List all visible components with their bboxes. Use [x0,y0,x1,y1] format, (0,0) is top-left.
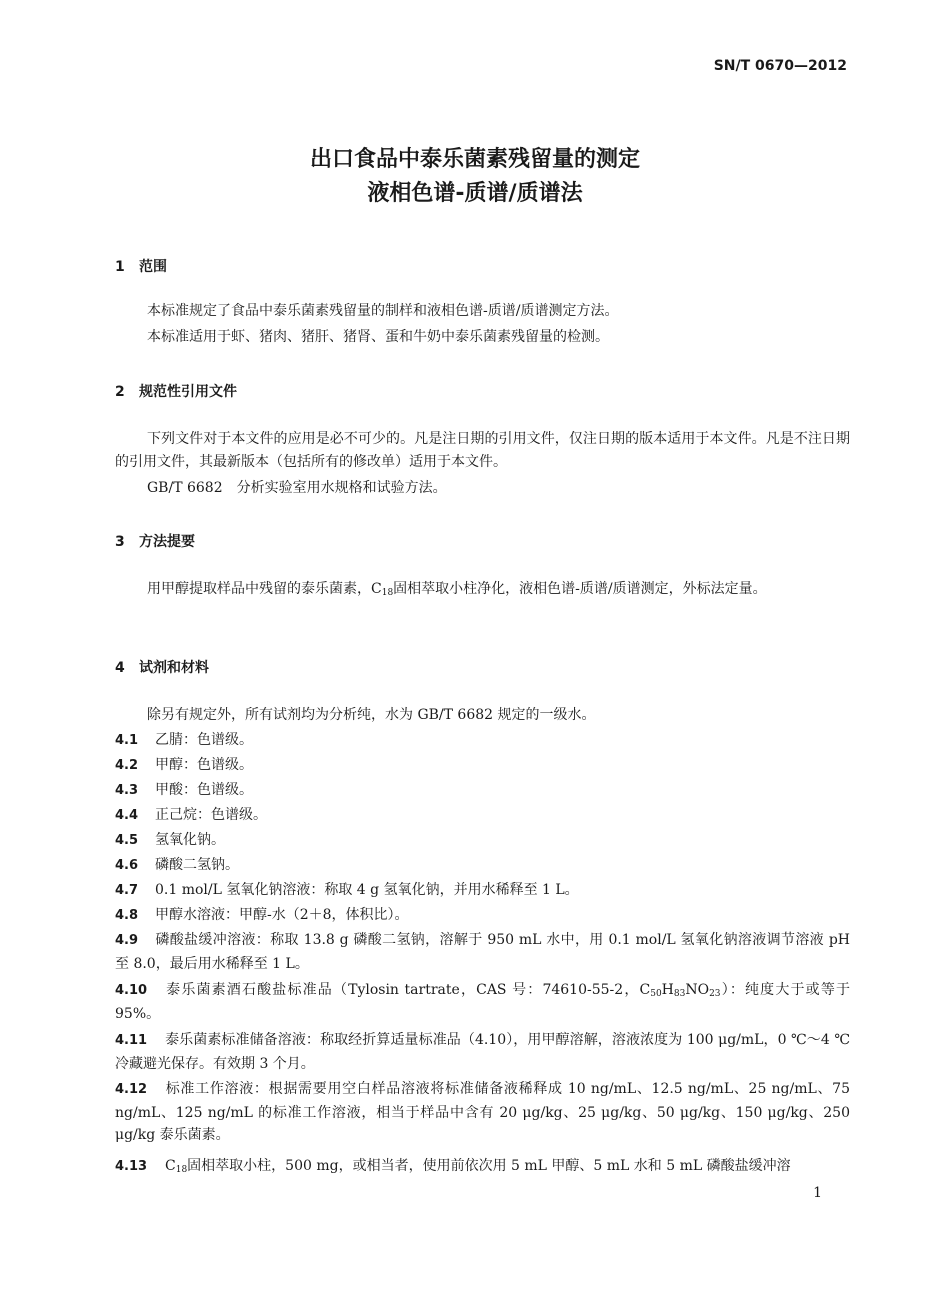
principle-paragraph: 用甲醇提取样品中残留的泰乐菌素，$C_{18}$固相萃取小柱净化，液相色谱-质谱/质谱测定，外标法定量。 [147,581,767,598]
item-number: 4.7 [115,883,139,898]
section-title: 方法提要 [139,534,195,550]
item-number: 4.1 [115,733,139,748]
item-number: 4.10 [115,983,148,998]
item-number: 4.12 [115,1082,148,1097]
section-number: 4 [115,660,125,676]
reagents-intro: 除另有规定外，所有试剂均为分析纯，水为 GB/T 6682 规定的一级水。 [147,707,596,723]
list-item: 4.3 甲酸：色谱级。 [115,779,850,803]
list-item: 4.6 磷酸二氢钠。 [115,854,850,878]
section-title: 规范性引用文件 [139,384,237,400]
document-subtitle: 液相色谱-质谱/质谱法 [367,181,583,206]
section-heading-scope [115,256,167,276]
list-item: 4.4 正己烷：色谱级。 [115,804,850,828]
list-item: 4.12 标准工作溶液：根据需要用空白样品溶液将标准储备液稀释成 10 ng/mL、12.5 ng/mL、25 ng/mL、75 ng/mL、125 ng/mL 的标准工作溶液，相当于样品中含有 20 μg/kg、25 μg/kg、50 μg/kg、150 μg/kg、250 μg/kg 泰乐菌素。 [115,1081,850,1143]
item-number: 4.13 [115,1159,148,1174]
item-number: 4.8 [115,908,139,923]
item-number: 4.6 [115,858,139,873]
item-number: 4.9 [115,933,139,948]
list-item: 4.10 泰乐菌素酒石酸盐标准品（Tylosin tartrate，CAS 号：74610-55-2，$C_{50}H_{83}NO_{23}$）：纯度大于或等于 95%。 [115,982,850,1022]
standard-code: SN/T 0670—2012 [713,58,847,74]
scope-paragraph-2: 本标准适用于虾、猪肉、猪肝、猪肾、蛋和牛奶中泰乐菌素残留量的检测。 [147,329,609,345]
list-item: 4.9 磷酸盐缓冲溶液：称取 13.8 g 磷酸二氢钠，溶解于 950 mL 水中，用 0.1 mol/L 氢氧化钠溶液调节溶液 pH 至 8.0，最后用水稀释至 1 L。 [115,932,850,972]
document-title: 出口食品中泰乐菌素残留量的测定 [309,147,640,172]
item-number: 4.11 [115,1033,148,1048]
list-item: 4.13 $C_{18}$固相萃取小柱，500 mg，或相当者，使用前依次用 5 mL 甲醇、5 mL 水和 5 mL 磷酸盐缓冲溶 [115,1155,850,1179]
list-item: 4.2 甲醇：色谱级。 [115,754,850,778]
list-item: 4.11 泰乐菌素标准储备溶液：称取经折算适量标准品（4.10），用甲醇溶解，溶液浓度为 100 μg/mL，0 ℃～4 ℃冷藏避光保存。有效期 3 个月。 [115,1032,850,1072]
item-number: 4.5 [115,833,139,848]
item-number: 4.3 [115,783,139,798]
item-number: 4.4 [115,808,139,823]
references-paragraph: 下列文件对于本文件的应用是必不可少的。凡是注日期的引用文件，仅注日期的版本适用于本文件。凡是不注日期的引用文件，其最新版本（包括所有的修改单）适用于本文件。 [115,431,850,470]
page-number: 1 [813,1185,822,1201]
list-item: 4.1 乙腈：色谱级。 [115,729,850,753]
section-number: 2 [115,384,125,400]
list-item: 4.5 氢氧化钠。 [115,829,850,853]
reference-gbt6682: GB/T 6682 分析实验室用水规格和试验方法。 [147,480,447,496]
item-number: 4.2 [115,758,139,773]
section-heading-principle [115,531,195,551]
section-title: 试剂和材料 [139,660,209,676]
scope-paragraph-1: 本标准规定了食品中泰乐菌素残留量的制样和液相色谱-质谱/质谱测定方法。 [147,303,619,319]
section-number: 3 [115,534,125,550]
section-heading-references [115,381,237,401]
list-item: 4.7 0.1 mol/L 氢氧化钠溶液：称取 4 g 氢氧化钠，并用水稀释至 1 L。 [115,879,850,903]
section-number: 1 [115,259,125,275]
section-heading-reagents [115,657,209,677]
section-title: 范围 [139,259,167,275]
list-item: 4.8 甲醇水溶液：甲醇-水（2＋8，体积比）。 [115,904,850,928]
